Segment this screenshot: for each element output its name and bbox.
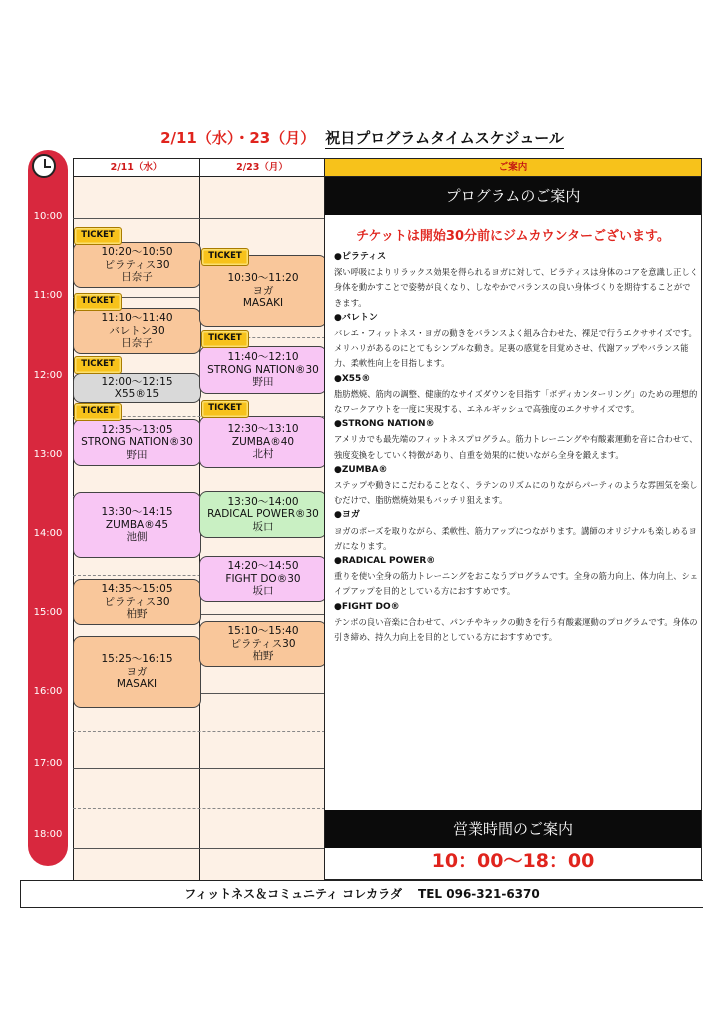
program-item: ●ZUMBA® ステップや動きにこだわることなく、ラテンのリズムにのりながらパーティのような雰囲気を楽しむだけで、脂肪燃焼効果もバッチリ狙えます。 [334,464,698,506]
day2-event[interactable]: 11:40～12:10 STRONG NATION®30 野田 [199,346,327,394]
program-item: ●バレトン バレエ・フィットネス・ヨガの動きをバランスよく組み合わせた、裸足で行うエクササイズです。メリハリがあるのにとてもシンプルな動き。足裏の感覚を目覚めさせ、代謝アップやバランス能力、柔軟性向上を目指します。 [334,312,697,369]
ticket-icon: TICKET [201,400,249,418]
day1-event[interactable]: 12:35～13:05 STRONG NATION®30 野田 [73,419,201,466]
ticket-icon: TICKET [74,403,122,421]
program-heading: プログラムのご案内 [325,177,701,215]
day2-event[interactable]: 15:10～15:40 ピラティス30 柏野 [199,621,327,667]
footer-name: フィットネス＆コミュニティ コレカラダ [184,887,403,901]
ticket-icon: TICKET [201,330,249,348]
title-dates: 2/11（水）・23（月） [160,129,316,147]
footer [20,880,703,908]
footer-tel: TEL 096-321-6370 [418,887,540,901]
program-item: ●ヨガ ヨガのポーズを取りながら、柔軟性、筋力アップにつながります。講師のオリジナルも楽しめるヨガになります。 [334,510,697,551]
time-label: 15:00 [33,607,63,618]
hours-heading: 営業時間のご案内 [325,810,701,848]
time-label: 11:00 [33,290,63,301]
day2-event[interactable]: 12:30～13:10 ZUMBA®40 北村 [199,416,327,468]
program-item: ●X55® 脂肪燃焼、筋肉の調整、健康的なサイズダウンを目指す「ボディカンターリング」のための理想的なワークアウトを一度に実現する、エネルギッシュで高強度のエクササイズです。 [334,373,698,415]
program-item: ●ピラティス 深い呼吸によりリラックス効果を得られるヨガに対して、ピラティスは身体のコアを意識し正しく身体を動かすことで姿勢が良くなり、しなやかでバランスの良い身体づくりを期待することができます。 [334,252,698,308]
program-item: ●FIGHT DO® テンポの良い音楽に合わせて、パンチやキックの動きを行う有酸素運動のプログラムです。身体の引き締め、持久力向上を目的としている方におすすめです。 [334,601,698,643]
day2-event[interactable]: 10:30～11:20 ヨガ MASAKI [199,255,327,327]
day2-event[interactable]: 13:30～14:00 RADICAL POWER®30 坂口 [199,491,327,538]
program-descriptions [334,250,698,645]
business-hours: 10：00～18：00 [431,850,595,872]
time-label: 13:00 [33,449,63,460]
time-label: 12:00 [33,370,63,381]
day1-event[interactable]: 14:35～15:05 ピラティス30 柏野 [73,579,201,625]
ticket-icon: TICKET [74,356,122,374]
ticket-icon: TICKET [74,293,122,311]
day2-event[interactable]: 14:20～14:50 FIGHT DO®30 坂口 [199,556,327,602]
ticket-icon: TICKET [74,227,122,245]
time-label: 17:00 [33,758,63,769]
program-item: ●STRONG NATION® アメリカでも最先端のフィットネスプログラム。筋力トレーニングや有酸素運動を音に合わせて、強度変換をしていく特徴があり、自重を効果的に使いながら全身を鍛えます。 [334,419,698,460]
info-header: ご案内 [324,158,702,177]
day2-header: 2/23（月） [199,158,325,177]
day1-event[interactable]: 11:10～11:40 バレトン30 日奈子 [73,308,201,354]
time-label: 16:00 [33,686,63,697]
time-label: 18:00 [33,829,63,840]
day1-event[interactable]: 12:00～12:15 X55®15 [73,373,201,403]
ticket-icon: TICKET [201,248,249,266]
day1-event[interactable]: 10:20～10:50 ピラティス30 日奈子 [73,242,201,288]
day1-header: 2/11（水） [73,158,200,177]
title-subtitle: 祝日プログラムタイムスケジュール [325,129,564,147]
day1-event[interactable]: 15:25～16:15 ヨガ MASAKI [73,636,201,708]
time-label: 10:00 [33,211,63,222]
page-title [0,127,724,148]
clock-icon [32,154,56,178]
ticket-note: チケットは開始30分前にジムカウンターございます。 [356,229,670,244]
time-label: 14:00 [33,528,63,539]
day1-event[interactable]: 13:30～14:15 ZUMBA®45 池側 [73,492,201,558]
program-item: ●RADICAL POWER® 重りを使い全身の筋力トレーニングをおこなうプログラムです。全身の筋力向上、体力向上、シェイプアップを目的としている方におすすめです。 [334,556,698,597]
